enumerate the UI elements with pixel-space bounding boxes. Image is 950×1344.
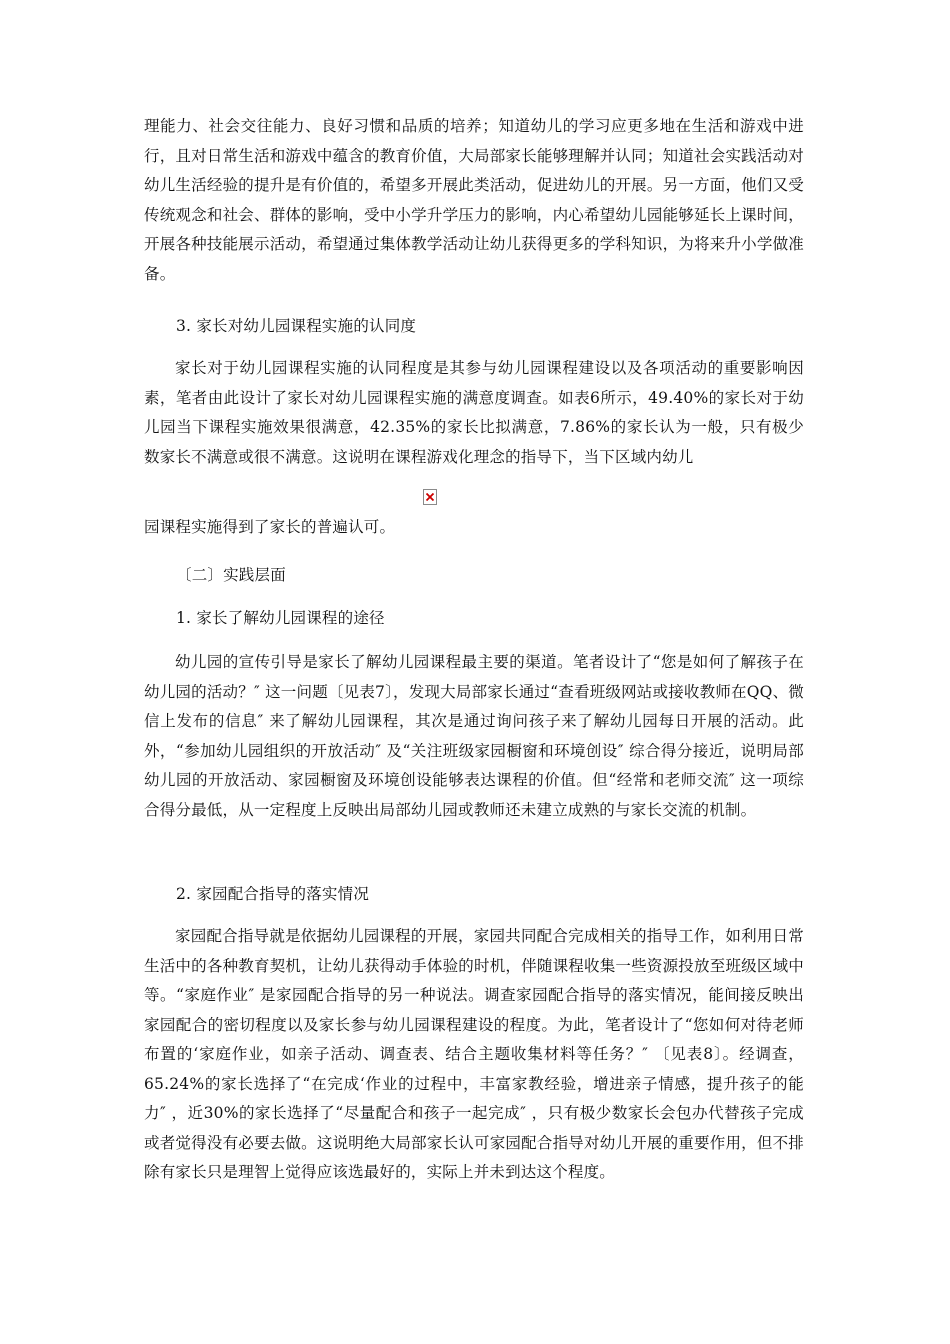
paragraph-understanding-channels: 幼儿园的宣传引导是家长了解幼儿园课程最主要的渠道。笔者设计了“您是如何了解孩子在幼儿园的活动？″ 这一问题〔见表7〕，发现大局部家长通过“查看班级网站或接收教师在QQ、微信上发布的信息″ 来了解幼儿园课程，其次是通过询问孩子来了解幼儿园每日开展的活动。此外，“参加幼儿园组织的开放活动″ 及“关注班级家园橱窗和环境创设″ 综合得分接近，说明局部幼儿园的开放活动、家园橱窗及环境创设能够表达课程的价值。但“经常和老师交流″ 这一项综合得分最低，从一定程度上反映出局部幼儿园或教师还未建立成熟的与家长交流的机制。	[144, 653, 804, 819]
broken-image-icon	[423, 489, 437, 505]
paragraph-satisfaction-survey: 家长对于幼儿园课程实施的认同程度是其参与幼儿园课程建设以及各项活动的重要影响因素，笔者由此设计了家长对幼儿园课程实施的满意度调查。如表6所示，49.40%的家长对于幼儿园当下课程实施效果很满意，42.35%的家长比拟满意，7.86%的家长认为一般，只有极少数家长不满意或很不满意。这说明在课程游戏化理念的指导下，当下区域内幼儿	[144, 359, 804, 466]
paragraph-satisfaction-continued: 园课程实施得到了家长的普遍认可。	[144, 518, 396, 536]
cross-icon	[426, 493, 434, 501]
heading-home-cooperation: 2. 家园配合指导的落实情况	[176, 885, 370, 903]
heading-understanding-channels: 1. 家长了解幼儿园课程的途径	[176, 609, 385, 627]
paragraph-parent-attitudes: 理能力、社会交往能力、良好习惯和品质的培养；知道幼儿的学习应更多地在生活和游戏中进行，且对日常生活和游戏中蕴含的教育价值，大局部家长能够理解并认同；知道社会实践活动对幼儿生活经验的提升是有价值的，希望多开展此类活动，促进幼儿的开展。另一方面，他们又受传统观念和社会、群体的影响，受中小学升学压力的影响，内心希望幼儿园能够延长上课时间，开展各种技能展示活动，希望通过集体教学活动让幼儿获得更多的学科知识，为将来升小学做准备。	[144, 117, 804, 283]
paragraph-home-cooperation: 家园配合指导就是依据幼儿园课程的开展，家园共同配合完成相关的指导工作，如利用日常生活中的各种教育契机，让幼儿获得动手体验的时机，伴随课程收集一些资源投放至班级区域中等。“家庭作业″ 是家园配合指导的另一种说法。调查家园配合指导的落实情况，能间接反映出家园配合的密切程度以及家长参与幼儿园课程建设的程度。为此，笔者设计了“您如何对待老师布置的‘家庭作业，如亲子活动、调查表、结合主题收集材料等任务？″ 〔见表8〕。经调查，65.24%的家长选择了“在完成‘作业的过程中，丰富家教经验，增进亲子情感，提升孩子的能力″ ，近30%的家长选择了“尽量配合和孩子一起完成″ ，只有极少数家长会包办代替孩子完成或者觉得没有必要去做。这说明绝大局部家长认可家园配合指导对幼儿开展的重要作用，但不排除有家长只是理智上觉得应该选最好的，实际上并未到达这个程度。	[144, 927, 804, 1181]
heading-practice-level: 〔二〕实践层面	[176, 566, 286, 584]
heading-course-recognition: 3. 家长对幼儿园课程实施的认同度	[176, 317, 417, 335]
